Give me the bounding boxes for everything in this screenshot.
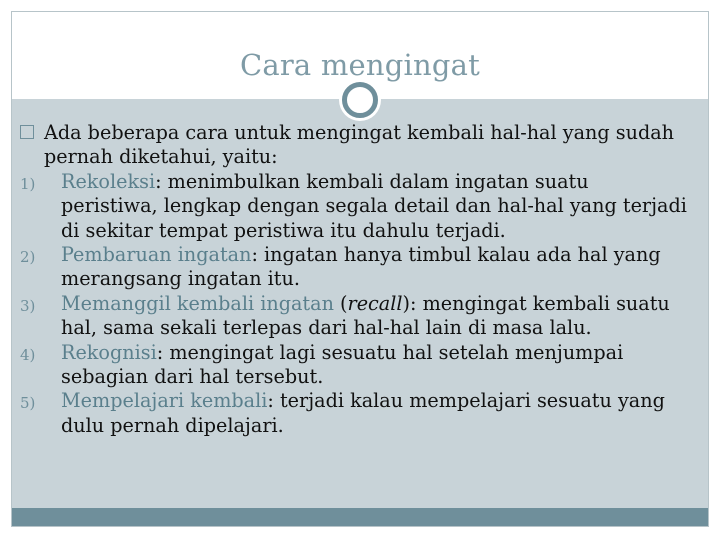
item-term: Pembaruan ingatan [61,243,252,267]
item-term: Memanggil kembali ingatan [61,291,334,315]
list-number: 3) [20,296,36,315]
intro-paragraph [20,121,690,170]
circle-ornament-icon [342,82,378,118]
list-number: 4) [20,345,36,364]
footer-bar [12,508,708,526]
item-text-pre: ( [333,291,348,315]
item-text: : mengingat lagi sesuatu hal setelah menjumpai sebagian dari hal tersebut. [61,340,624,389]
square-bullet-icon [20,125,34,139]
item-emphasis: recall [347,291,403,315]
list-item [20,389,690,438]
item-text: : ingatan hanya timbul kalau ada hal yang merangsang ingatan itu. [61,243,661,291]
item-term: Mempelajari kembali [61,389,268,413]
item-text: ): mengingat kembali suatu hal, sama sekali terlepas dari hal-hal lain di masa lalu. [61,291,670,340]
item-text: : menimbulkan kembali dalam ingatan suatu peristiwa, lengkap dengan segala detail dan hal-hal yang terjadi di sekitar tempat peristiwa itu dahulu terjadi. [61,169,687,242]
item-term: Rekognisi [61,340,157,364]
slide-title: Cara mengingat [239,48,480,82]
list-item [20,170,690,243]
list-item [20,243,690,292]
list-item [20,341,690,390]
slide-body [20,121,690,438]
list-number: 1) [20,174,36,193]
item-term: Rekoleksi [61,169,156,193]
list-number: 2) [20,248,36,267]
item-text: : terjadi kalau mempelajari sesuatu yang dulu pernah dipelajari. [61,389,665,437]
list-item [20,292,690,341]
intro-text: Ada beberapa cara untuk mengingat kembali hal-hal yang sudah pernah diketahui, yaitu: [44,121,675,169]
list-number: 5) [20,394,36,413]
